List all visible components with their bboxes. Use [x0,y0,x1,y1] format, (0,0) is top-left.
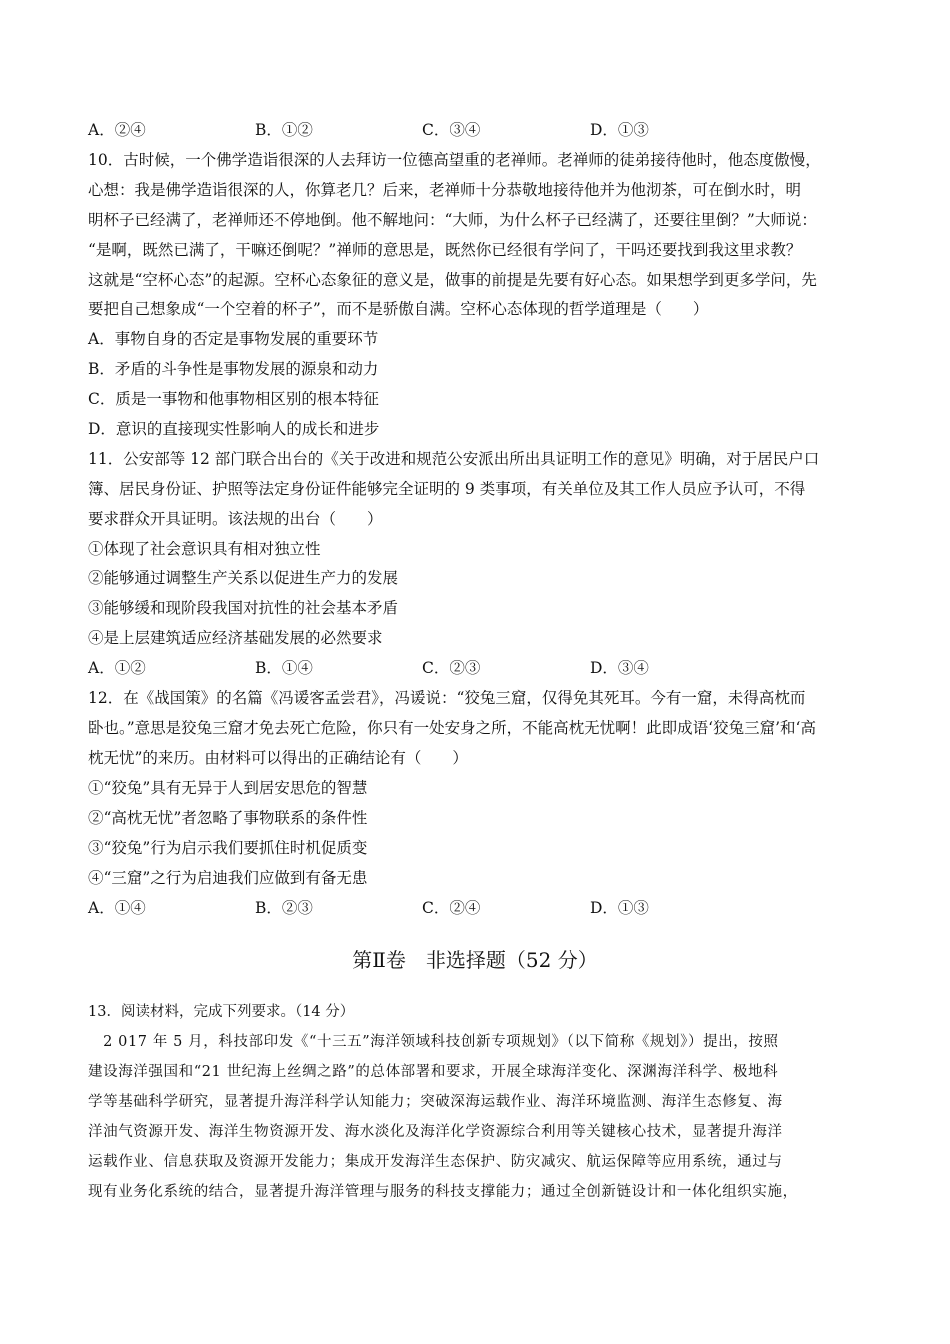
q10-line: 这就是“空杯心态”的起源。空杯心态象征的意义是，做事的前提是先要有好心态。如果想学到更多学问，先 [88,271,817,289]
q11-item: ①体现了社会意识具有相对独立性 [88,540,321,558]
q10-option-c: C．质是一事物和他事物相区别的根本特征 [88,390,379,408]
q9-option-b: B．①② [255,121,313,139]
q10-line: 心想：我是佛学造诣很深的人，你算老几？后来，老禅师十分恭敬地接待他并为他沏茶，可在倒水时，明 [88,181,802,199]
q12-option-a: A．①④ [88,899,146,917]
q12-item: ④“三窟”之行为启迪我们应做到有备无患 [88,869,368,887]
q12-option-d: D．①③ [590,899,649,917]
q11-line: 簿、居民身份证、护照等法定身份证件能够完全证明的 9 类事项，有关单位及其工作人员应予认可，不得 [88,480,806,498]
q11-item: ④是上层建筑适应经济基础发展的必然要求 [88,629,383,647]
q13-material-line: 洋油气资源开发、海洋生物资源开发、海水淡化及海洋化学资源综合利用等关键核心技术，显著提升海洋 [88,1124,783,1140]
q11-option-c: C．②③ [422,659,481,677]
q12-line: 枕无忧”的来历。由材料可以得出的正确结论有（ ） [88,749,468,767]
q12-line: 12．在《战国策》的名篇《冯谖客孟尝君》，冯谖说：“狡兔三窟，仅得免其死耳。今有一窟，未得高枕而 [88,689,806,707]
q10-line: 10．古时候，一个佛学造诣很深的人去拜访一位德高望重的老禅师。老禅师的徒弟接待他时，他态度傲慢， [88,151,821,169]
q9-option-a: A．②④ [88,121,146,139]
q10-option-d: D．意识的直接现实性影响人的成长和进步 [88,420,380,438]
q12-item: ①“狡兔”具有无异于人到居安思危的智慧 [88,779,368,797]
q13-material-line: 2 017 年 5 月，科技部印发《“十三五”海洋领域科技创新专项规划》（以下简称《规划》）提出，按照 [88,1034,779,1050]
q9-option-d: D．①③ [590,121,649,139]
q12-item: ②“高枕无忧”者忽略了事物联系的条件性 [88,809,368,827]
q13-material-line: 学等基础科学研究，显著提升海洋科学认知能力；突破深海运载作业、海洋环境监测、海洋生态修复、海 [88,1094,783,1110]
q11-item: ③能够缓和现阶段我国对抗性的社会基本矛盾 [88,599,399,617]
q11-option-b: B．①④ [255,659,313,677]
q13-prompt: 13．阅读材料，完成下列要求。（14 分） [88,1004,355,1020]
q10-option-b: B．矛盾的斗争性是事物发展的源泉和动力 [88,360,379,378]
section-heading: 第Ⅱ卷 非选择题（52 分） [352,948,598,972]
q11-option-a: A．①② [88,659,146,677]
q11-line: 11．公安部等 12 部门联合出台的《关于改进和规范公安派出所出具证明工作的意见》明确，对于居民户口 [88,450,820,468]
q9-option-c: C．③④ [422,121,481,139]
q13-material-line: 现有业务化系统的结合，显著提升海洋管理与服务的科技支撑能力；通过全创新链设计和一体化组织实施， [88,1184,798,1200]
q13-material-line: 运载作业、信息获取及资源开发能力；集成开发海洋生态保护、防灾减灾、航运保障等应用系统，通过与 [88,1154,783,1170]
q12-option-b: B．②③ [255,899,313,917]
q10-line: “是啊，既然已满了，干嘛还倒呢？”禅师的意思是，既然你已经很有学问了，干吗还要找到我这里求教？ [88,241,802,259]
q11-line: 要求群众开具证明。该法规的出台（ ） [88,510,383,528]
q12-line: 卧也。”意思是狡兔三窟才免去死亡危险，你只有一处安身之所，不能高枕无忧啊！此即成语‘狡兔三窟’和‘高 [88,719,816,737]
q11-option-d: D．③④ [590,659,649,677]
q13-material-line: 建设海洋强国和“21 世纪海上丝绸之路”的总体部署和要求，开展全球海洋变化、深渊海洋科学、极地科 [88,1064,779,1080]
q10-line: 明杯子已经满了，老禅师还不停地倒。他不解地问：“大师，为什么杯子已经满了，还要往里倒？”大师说： [88,211,817,229]
q12-option-c: C．②④ [422,899,481,917]
q12-item: ③“狡兔”行为启示我们要抓住时机促质变 [88,839,368,857]
q10-option-a: A．事物自身的否定是事物发展的重要环节 [88,330,379,348]
q10-line: 要把自己想象成“一个空着的杯子”，而不是骄傲自满。空杯心态体现的哲学道理是（ ） [88,300,709,318]
q11-item: ②能够通过调整生产关系以促进生产力的发展 [88,569,399,587]
